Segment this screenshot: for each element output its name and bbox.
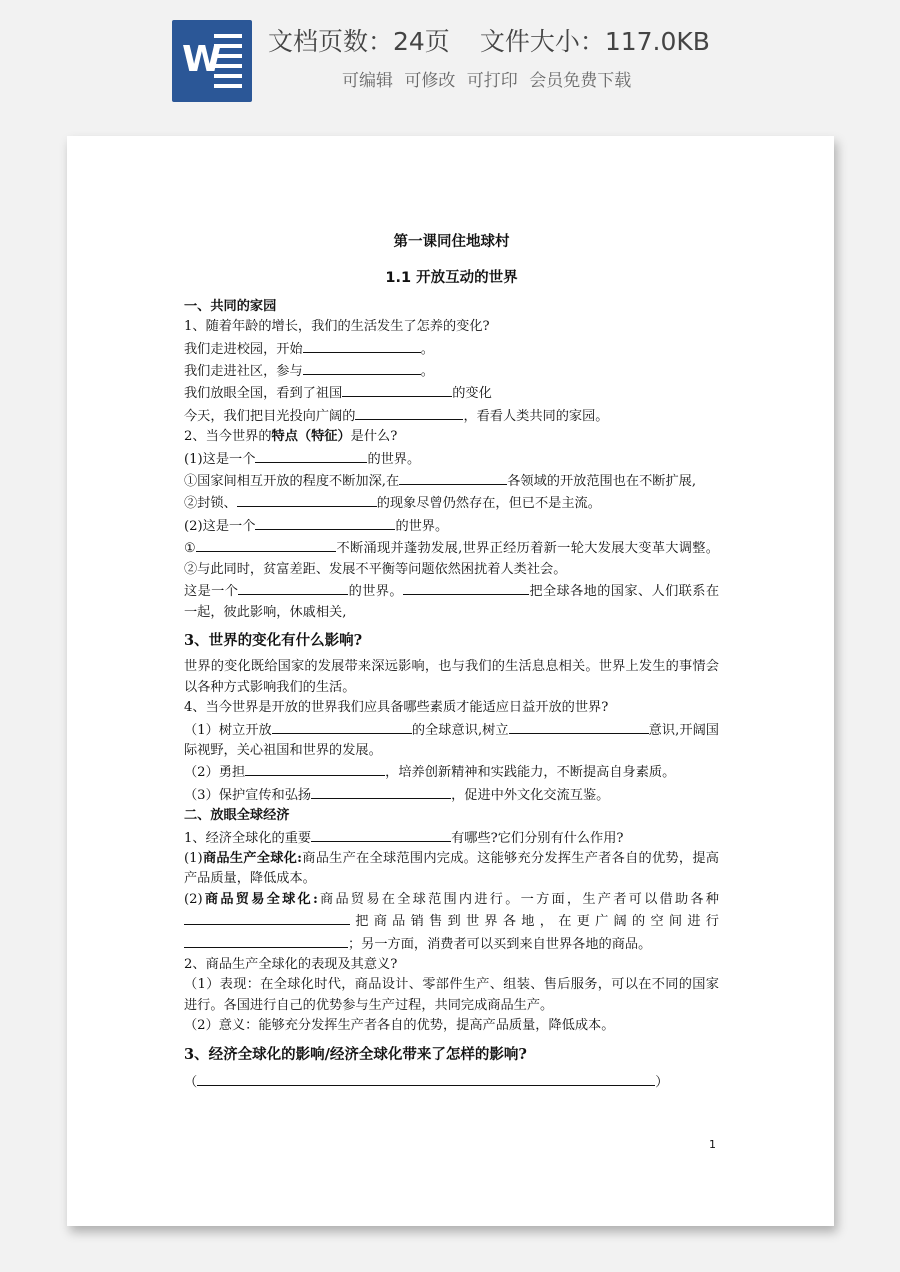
word-document-icon: W — [172, 20, 252, 102]
question: 2、商品生产全球化的表现及其意义? — [184, 957, 398, 972]
answer-blank-line: （ ） — [184, 1071, 719, 1093]
fill-line: （2）勇担 ，培养创新精神和实践能力，不断提高自身素质。 — [184, 761, 719, 783]
paragraph: （2）意义：能够充分发挥生产者各自的优势，提高产品质量，降低成本。 — [184, 1018, 615, 1034]
fill-line: (2)这是一个 的世界。 — [184, 515, 719, 537]
fill-line: 1、经济全球化的重要 有哪些?它们分别有什么作用? — [184, 827, 719, 849]
section-heading: 二、放眼全球经济 — [184, 808, 290, 824]
doc-title: 第一课同住地球村 — [393, 233, 510, 250]
page-count: 文档页数：24页 — [268, 27, 450, 56]
question: 2、当今世界的特点（特征）是什么? — [184, 429, 398, 445]
fill-line: 我们走进社区，参与 。 — [184, 360, 719, 382]
section-heading: 一、共同的家园 — [184, 298, 277, 314]
fill-line: ②封锁、 的现象尽曾仍然存在，但已不是主流。 — [184, 492, 719, 514]
fill-line: （3）保护宣传和弘扬 ，促进中外文化交流互鉴。 — [184, 784, 719, 806]
fill-line: (1)这是一个 的世界。 — [184, 448, 719, 470]
fill-line: ①国家间相互开放的程度不断加深,在 各领域的开放范围也在不断扩展, — [184, 470, 719, 492]
fill-line: 我们走进校园，开始 。 — [184, 338, 719, 360]
question: 1、随着年龄的增长，我们的生活发生了怎养的变化? — [184, 319, 490, 335]
question-heading: 3、经济全球化的影响/经济全球化带来了怎样的影响? — [184, 1045, 527, 1063]
paragraph: 世界的变化既给国家的发展带来深远影响，也与我们的生活息息相关。世界上发生的事情会以各种方式影响我们的生活。 — [184, 659, 719, 695]
paragraph: （1）表现：在全球化时代，商品设计、零部件生产、组装、售后服务，可以在不同的国家进行。各国进行自己的优势参与生产过程，共同完成商品生产。 — [184, 977, 719, 1013]
feature-list: 可编辑 可修改 可打印 会员免费下载 — [342, 71, 632, 91]
document-content — [184, 232, 719, 1093]
download-banner — [0, 0, 900, 130]
file-size: 文件大小：117.0KB — [479, 27, 710, 56]
fill-line: ① 不断涌现并蓬勃发展,世界正经历着新一轮大发展大变革大调整。②与此同时，贫富差距、发展不平衡等问题依然困扰着人类社会。 — [184, 537, 719, 580]
fill-line: 今天，我们把目光投向广阔的 ，看看人类共同的家园。 — [184, 405, 719, 427]
file-info — [268, 22, 710, 58]
fill-line: 我们放眼全国，看到了祖国 的变化 — [184, 382, 719, 404]
question: 4、当今世界是开放的世界我们应具备哪些素质才能适应日益开放的世界? — [184, 700, 609, 716]
fill-line: 这是一个 的世界。 把全球各地的国家、人们联系在一起，彼此影响，休戚相关, — [184, 580, 719, 623]
page-number: 1 — [709, 1138, 716, 1151]
fill-line: （1）树立开放 的全球意识,树立 意识,开阔国际视野，关心祖国和世界的发展。 — [184, 719, 719, 762]
question-heading: 3、世界的变化有什么影响? — [184, 631, 363, 649]
doc-subtitle: 1.1 开放互动的世界 — [385, 270, 518, 287]
document-page — [67, 136, 834, 1226]
paragraph: (2)商品贸易全球化:商品贸易在全球范围内进行。一方面，生产者可以借助各种把商品销售到世界各地，在更广阔的空间进行；另一方面，消费者可以买到来自世界各地的商品。 — [184, 891, 719, 952]
paragraph: (1)商品生产全球化:商品生产在全球范围内完成。这能够充分发挥生产者各自的优势，提高产品质量，降低成本。 — [184, 850, 719, 887]
